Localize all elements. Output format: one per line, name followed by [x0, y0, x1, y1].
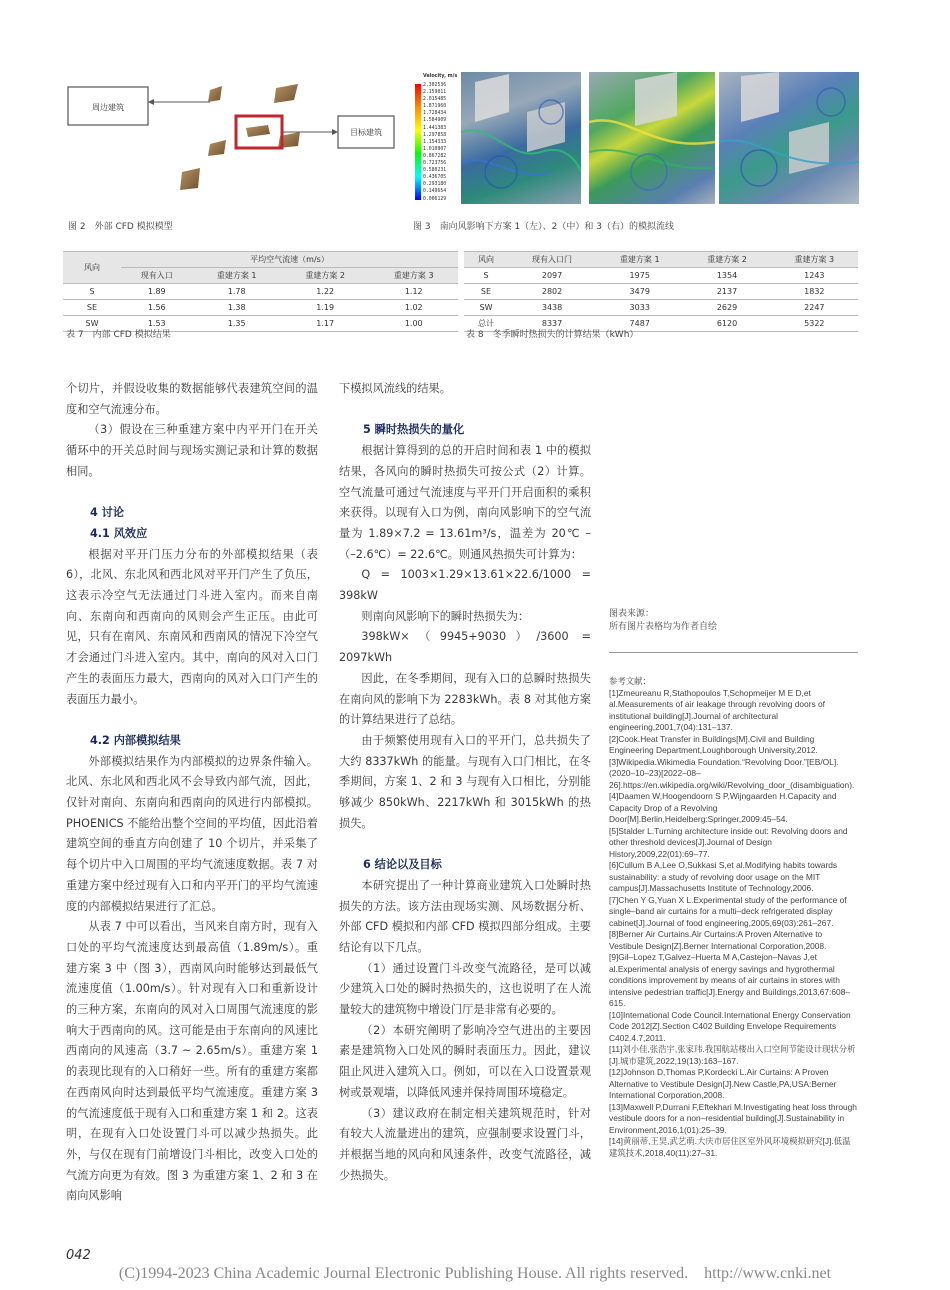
- streamlines-2: [589, 72, 715, 204]
- reference-item: [13]Maxwell P,Durrani F,Eftekhari M.Investigating heat loss through vestibule doors for a non–residential building[J].Sustainability in Environment,2016,1(01):25–39.: [609, 1101, 857, 1135]
- legend-value: 0.723756: [423, 161, 447, 167]
- legend-title: Velocity, m/s: [423, 74, 458, 79]
- surrounding-building-label: 周边建筑: [92, 103, 124, 112]
- legend-value: 1.297858: [423, 132, 447, 138]
- reference-item: [11]刘小佳,张浩宇,张家玮.我国航站楼出入口空间节能设计现状分析[J].城市建筑,2022,19(13):163–167.: [609, 1044, 856, 1066]
- streamlines-3: [719, 72, 859, 204]
- paragraph: 外部模拟结果作为内部模拟的边界条件输入。北风、东北风和西北风不会导致内部气流，因此，仅针对南向、东南向和西南向的风进行内部模拟。PHOENICS 不能给出整个空间的平均值，因此沿着建筑空间的垂直方向创建了 10 个切片，并采集了每个切片中入口周围的平均气流速度数据。表 7 对重建方案中经过现有入口和内平开门的平均气流速度的内部模拟结果进行了汇总。: [66, 754, 318, 913]
- formula: Q = 1003×1.29×13.61×22.6/1000 = 398kW: [339, 568, 591, 603]
- simulation-panel-scheme-3: [719, 72, 859, 204]
- table-row: SW 1.53 1.35 1.17 1.00: [63, 316, 458, 332]
- reference-item: [14]黄丽蒂,王昊,武艺萌.大庆市居住区室外风环境模拟研究[J].低温建筑技术,2018,40(11):27–31.: [609, 1136, 851, 1158]
- paragraph: （2）本研究阐明了影响冷空气进出的主要因素是建筑物入口处风的瞬时表面压力。因此，建议阻止风进入建筑入口。例如，可以在入口设置景观树或景观墙，以降低风速并保持周围环境稳定。: [339, 1023, 591, 1099]
- paragraph: 由于频繁使用现有入口的平开门，总共损失了大约 8337kWh 的能量。与现有入口门相比，在冬季期间，方案 1、2 和 3 与现有入口相比，分别能够减少 850kWh、2217kWh 和 3015kWh 的热损失。: [339, 733, 591, 830]
- reference-item: [10]International Code Council.International Energy Conservation Code 2012[Z].Section C402 Building Envelope Requirements C402.4.7,2011.: [609, 1009, 851, 1043]
- block: [208, 140, 226, 156]
- table-7-header: 现有入口: [121, 268, 192, 284]
- figure-2: [62, 70, 400, 208]
- block: [274, 84, 298, 103]
- reference-item: [3]Wikipedia.Wikimedia Foundation.“Revolving Door.”[EB/OL].(2020–10–23)[2022–08–26].https://en.wikipedia.org/wiki/Revolving_door_(disambiguation).: [609, 756, 855, 790]
- divider: [609, 652, 858, 653]
- table-row: S 2097 1975 1354 1243: [464, 268, 858, 284]
- legend-value: 0.006129: [423, 196, 447, 202]
- table-row: SW 3438 3033 2629 2247: [464, 300, 858, 316]
- source-title: 图表来源：: [609, 609, 655, 619]
- legend-value: 0.867282: [423, 153, 447, 159]
- table-row: 总计 8337 7487 6120 5322: [464, 316, 858, 332]
- table-row: SE 1.56 1.38 1.19 1.02: [63, 300, 458, 316]
- subsection-heading: 4.1 风效应: [90, 526, 148, 540]
- legend-value: 1.010807: [423, 146, 447, 152]
- body-column-2: [339, 379, 591, 1186]
- paragraph: 个切片，并假设收集的数据能够代表建筑空间的温度和空气流速分布。: [66, 382, 318, 416]
- table-8-header-row: 风向 现有入口门 重建方案 1 重建方案 2 重建方案 3: [464, 252, 858, 268]
- figure-2-caption: 图 2 外部 CFD 模拟模型: [68, 222, 173, 232]
- table-7: [63, 251, 458, 332]
- legend-value: 0.580231: [423, 168, 447, 174]
- target-block: [246, 125, 270, 137]
- reference-list: [609, 688, 858, 1160]
- legend-value: 1.871960: [423, 104, 447, 110]
- table-7-caption: 表 7 内部 CFD 模拟结果: [66, 330, 171, 340]
- paragraph: 本研究提出了一种计算商业建筑入口处瞬时热损失的方法。该方法由现场实测、风场数据分析、外部 CFD 模拟和内部 CFD 模拟四部分组成。主要结论有以下几点。: [339, 878, 591, 954]
- subsection-heading: 4.2 内部模拟结果: [90, 733, 181, 747]
- block: [180, 168, 200, 190]
- paragraph: （1）通过设置门斗改变气流路径，是可以减少建筑入口处的瞬时热损失的，这也说明了在人流量较大的建筑物中增设门厅是非常有必要的。: [339, 961, 591, 1017]
- table-row: S 1.89 1.78 1.22 1.12: [63, 284, 458, 300]
- section-heading: 6 结论以及目标: [363, 858, 442, 872]
- reference-item: [6]Cullum B A,Lee O,Sukkasi S,et al.Modifying habits towards sustainability: a study of revolving door usage on the MIT campus[J].Massachusetts Institute of Technology,2006.: [609, 860, 838, 893]
- table-7-group-header: 平均空气流速（m/s）: [121, 252, 458, 268]
- legend-value: 0.436705: [423, 175, 447, 181]
- paragraph: 则南向风影响下的瞬时热损失为：: [361, 609, 530, 623]
- legend-value: 0.149654: [423, 189, 447, 195]
- source-text: 所有图片表格均为作者自绘: [609, 622, 718, 632]
- velocity-legend: [415, 70, 461, 206]
- table-7-header: 重建方案 2: [281, 268, 370, 284]
- figure-3-caption: 图 3 南向风影响下方案 1（左）、2（中）和 3（右）的模拟流线: [413, 222, 674, 232]
- simulation-panel-scheme-1: [461, 72, 581, 204]
- paragraph: （3）建议政府在制定相关建筑规范时，针对有较大人流量进出的建筑，应强制要求设置门斗，并根据当地的风向和风速条件，改变气流路径，减少热损失。: [339, 1106, 591, 1182]
- table-7-header: 重建方案 1: [192, 268, 281, 284]
- section-heading: 4 讨论: [90, 506, 125, 520]
- table-8: [464, 251, 858, 332]
- paragraph: 因此，在冬季期间，现有入口的总瞬时热损失在南向风的影响下为 2283kWh。表 8 对其他方案的计算结果进行了总结。: [339, 671, 591, 727]
- page-number: 042: [66, 1248, 91, 1263]
- legend-value: 1.441383: [423, 125, 447, 131]
- paragraph: 下模拟风流线的结果。: [339, 382, 451, 395]
- legend-value: 2.302536: [423, 83, 447, 88]
- formula: 398kW×（9945+9030）/3600 = 2097kWh: [339, 630, 591, 665]
- paragraph: 根据对平开门压力分布的外部模拟结果（表 6），北风、东北风和西北风对平开门产生了负压，这表示冷空气无法通过门斗进入室内。而来自南向、东南向和西南向的风则会产生正压。由此可见，只有在南风、东南风和西南风的情况下冷空气才会通过门斗进入室内。其中，南向的风对入口门产生的表面压力最大，西南向的风对入口门产生的表面压力最小。: [66, 547, 318, 706]
- reference-item: [8]Berner Air Curtains.Air Curtains:A Proven Alternative to Vestibule Design[Z].Berner International Corporation,2008.: [609, 929, 827, 951]
- legend-value: 1.728434: [423, 111, 447, 117]
- legend-value: 1.584909: [423, 118, 447, 124]
- reference-item: [5]Stalder L.Turning architecture inside out: Revolving doors and other threshold devices[J].Journal of Design History,2009,22(01):69–77.: [609, 825, 848, 859]
- legend-value: 2.159011: [423, 90, 447, 96]
- reference-item: [4]Daamen W,Hoogendoorn S P,Wijngaarden H.Capacity and Capacity Drop of a Revolving Door[M].Berlin,Heidelberg:Springer,2009:45–54.: [609, 791, 837, 824]
- table-8-caption: 表 8 冬季瞬时热损失的计算结果（kWh）: [466, 330, 639, 340]
- legend-value: 0.293180: [423, 182, 447, 188]
- reference-item: [1]Zmeureanu R,Stathopoulos T,Schopmeijer M E D,et al.Measurements of air leakage through revolving doors of institutional building[J].Journal of architectural engineering,2001,7(04):131–137.: [609, 687, 826, 732]
- reference-item: [7]Chen Y G,Yuan X L.Experimental study of the performance of single–band air curtains for a multi–deck refrigerated display cabinet[J].Journal of food engineering,2005,69(03):261–267.: [609, 894, 847, 928]
- block: [208, 86, 222, 102]
- figure-source-note: [609, 608, 717, 634]
- body-column-1: [66, 379, 318, 1207]
- legend-value: 1.154333: [423, 139, 447, 145]
- paragraph: 根据计算得到的总的开启时间和表 1 中的模拟结果，各风向的瞬时热损失可按公式（2）计算。空气流量可通过气流速度与平开门开启面积的乘积来获得。以现有入口为例，南向风影响下的空气流量为 1.89×7.2 = 13.61m³/s，温差为 20℃ –（–2.6℃）= 22.6℃。则通风热损失可计算为：: [339, 444, 591, 561]
- simulation-panel-scheme-2: [589, 72, 715, 204]
- cfd-model-diagram: [62, 70, 400, 208]
- paragraph: （3）假设在三种重建方案中内平开门在开关循环中的开关总时间与现场实测记录和计算的数据相同。: [66, 423, 318, 478]
- streamlines-1: [461, 72, 581, 204]
- reference-item: [12]Johnson D,Thomas P,Kordecki L.Air Curtains: A Proven Alternative to Vestibule Design[J].New Castle,PA,USA:Berner International Corporation,2008.: [609, 1067, 837, 1100]
- table-row: SE 2802 3479 2137 1832: [464, 284, 858, 300]
- legend-value: 2.015485: [423, 97, 447, 103]
- copyright-line: (C)1994-2023 China Academic Journal Electronic Publishing House. All rights reserved. http://www.cnki.net: [118, 1265, 832, 1282]
- references: [609, 676, 858, 1159]
- legend-values: [423, 82, 446, 203]
- legend-colorbar: [415, 84, 421, 200]
- target-building-label: 目标建筑: [350, 128, 382, 137]
- reference-item: [2]Cook.Heat Transfer in Buildings[M].Civil and Building Engineering Department,Loughborough University,2012.: [609, 733, 818, 755]
- paragraph: 从表 7 中可以看出，当风来自南方时，现有入口处的平均气流速度达到最高值（1.89m/s）。重建方案 3 中（图 3），西南风向时能够达到最低气流速度值（1.00m/s）。针对现有入口和重新设计的三种方案，东南向的风对入口周围气流速度的影响大于西南向的风。这可能是由于东南向的风速比西南向的风速高（3.7 ~ 2.65m/s）。重建方案 1 的表现比现有的入口稍好一些。所有的重建方案都在西南风向时达到最低平均气流速度。重建方案 3 的气流速度低于现有入口和重建方案 1 和 2。这表明，在现有入口处设置门斗可以减少热损失。此外，与仅在现有门前增设门斗相比，改变入口处的气流方向更为有效。图 3 为重建方案 1、2 和 3 在南向风影响: [66, 920, 318, 1203]
- table-7-wind-header: 风向: [63, 252, 121, 284]
- table-7-header: 重建方案 3: [369, 268, 458, 284]
- reference-item: [9]Gil–Lopez T,Galvez–Huerta M A,Castejon–Navas J,et al.Experimental analysis of energy savings and hygrothermal conditions improvement by means of air curtains in stores with intensive pedestrian traffic[J].Energy and Buildings,2013,67:608–615.: [609, 952, 851, 1008]
- references-title: 参考文献：: [609, 676, 651, 686]
- figure-3: [415, 70, 860, 206]
- section-heading: 5 瞬时热损失的量化: [363, 423, 465, 437]
